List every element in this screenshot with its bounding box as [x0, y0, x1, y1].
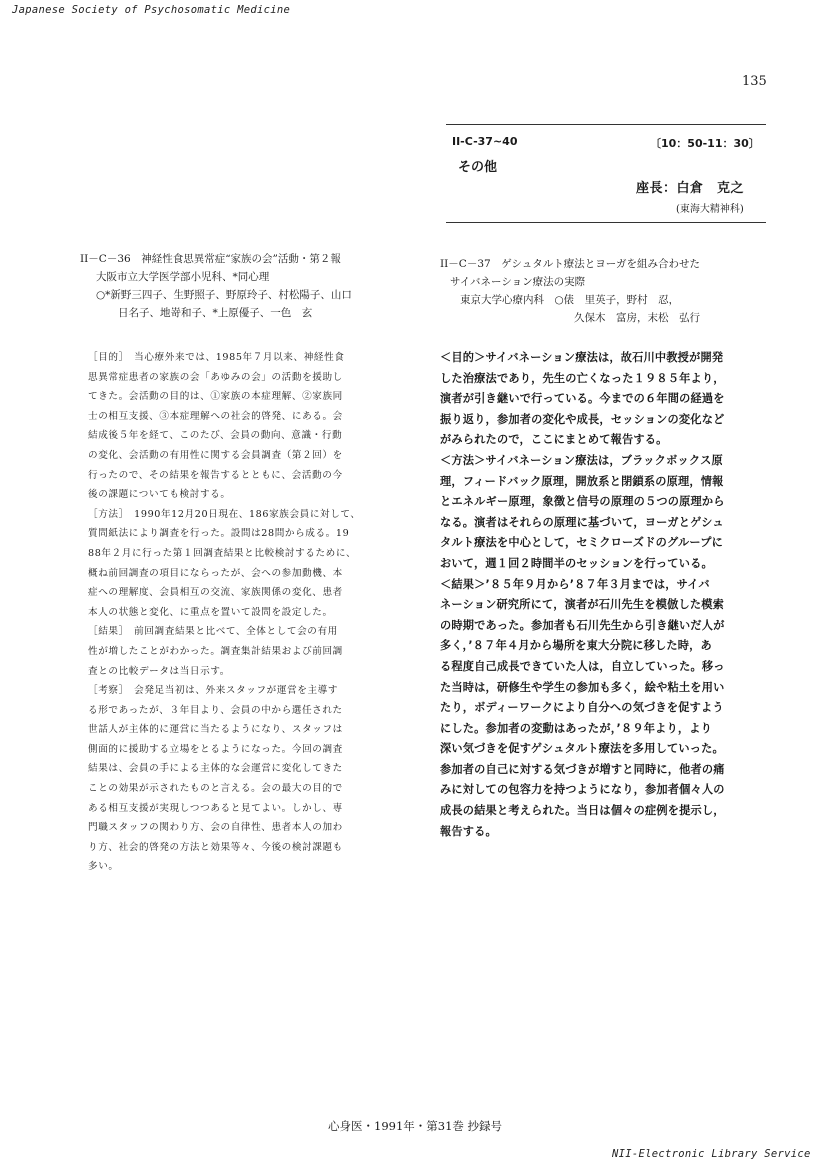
text-line: の時期であった。参加者も石川先生から引き継いだ人が: [440, 618, 725, 632]
text-line: 行ったので、その結果を報告するとともに、会活動の今: [88, 469, 343, 481]
text-line: 後の課題についても検討する。: [88, 489, 231, 501]
text-line: 思異常症患者の家族の会「あゆみの会」の活動を援助し: [88, 371, 343, 383]
text-line: ネーション研究所にて，演者が石川先生を模倣した模索: [440, 598, 725, 612]
text-line: 側面的に援助する立場をとるようになった。今回の調査: [88, 743, 343, 755]
text-line: ＜結果＞’８５年９月から’８７年３月までは，サイバ: [440, 577, 710, 591]
text-line: た当時は，研修生や学生の参加も多く，絵や粘土を用い: [440, 680, 725, 694]
text-line: 査との比較データは当日示す。: [88, 665, 230, 677]
text-line: ［結果］ 前回調査結果と比べて、全体として会の有用: [88, 626, 338, 638]
text-line: した治療法であり，先生の亡くなった１９８５年より，: [440, 371, 725, 385]
text-line: ［方法］ 1990年12月20日現在、186家族会員に対して、: [88, 508, 361, 520]
session-bottom-rule: [446, 222, 766, 223]
session-chair: 座長：白倉 克之: [636, 181, 745, 196]
page-number: 135: [742, 74, 767, 89]
right-abstract-authors: 東京大学心療内科 ○俵 里英子，野村 忍，: [460, 294, 680, 306]
text-line: 症への理解度、会員相互の交流、家族関係の変化、患者: [88, 587, 343, 599]
text-line: てきた。会活動の目的は、①家族の本症理解、②家族同: [88, 391, 343, 403]
text-line: みに対しての包容力を持つようになり，参加者個々人の: [440, 783, 725, 797]
journal-footer: 心身医・1991年・第31巻 抄録号: [328, 1119, 503, 1133]
session-code: II-C-37~40: [452, 135, 518, 148]
session-time: 〔10：50-11：30〕: [650, 137, 760, 150]
text-line: にした。参加者の変動はあったが，’８９年より，より: [440, 721, 713, 735]
text-line: ＜目的＞サイバネーション療法は，故石川中教授が開発: [440, 351, 724, 364]
session-chair-affiliation: (東海大精神科): [676, 204, 744, 215]
text-line: 多く，’８７年４月から場所を東大分院に移した時，あ: [440, 639, 712, 653]
right-abstract-authors-cont: 久保木 富房，末松 弘行: [574, 312, 700, 324]
left-abstract-affiliation: 大阪市立大学医学部小児科、*同心理: [96, 271, 270, 283]
text-line: 世話人が主体的に運営に当たるようになり、スタッフは: [88, 724, 343, 736]
text-line: タルト療法を中心として，セミクローズドのグループに: [440, 536, 724, 550]
text-line: る程度自己成長できていた人は，自立していった。移っ: [440, 659, 725, 673]
text-line: 士の相互支援、③本症理解への社会的啓発、にある。会: [88, 410, 343, 422]
text-line: 多い。: [88, 861, 119, 873]
text-line: がみられたので，ここにまとめて報告する。: [440, 433, 668, 447]
text-line: の変化、会活動の有用性に関する会員調査（第２回）を: [88, 449, 343, 461]
text-line: ［考察］ 会発足当初は、外来スタッフが運営を主導す: [88, 685, 339, 697]
left-abstract-authors: ○*新野三四子、生野照子、野原玲子、村松陽子、山口: [96, 289, 352, 301]
left-abstract-body: [88, 348, 413, 877]
text-line: 成長の結果と考えられた。当日は個々の症例を提示し，: [440, 804, 725, 818]
society-name: Japanese Society of Psychosomatic Medicine: [12, 4, 291, 16]
text-line: 質問紙法により調査を行った。設問は28問から成る。19: [88, 528, 350, 540]
right-abstract-header: [440, 255, 780, 327]
text-line: 性が増したことがわかった。調査集計結果および前回調: [88, 645, 343, 657]
text-line: る形であったが、３年目より、会員の中から選任された: [88, 704, 343, 716]
service-footer: NII-Electronic Library Service: [612, 1148, 811, 1160]
right-abstract-title: II－C－37 ゲシュタルト療法とヨーガを組み合わせた: [440, 258, 701, 270]
text-line: 結成後５年を経て、このたび、会員の動向、意識・行動: [88, 430, 343, 442]
text-line: ［目的］ 当心療外来では、1985年７月以来、神経性食: [88, 352, 345, 363]
text-line: 報告する。: [440, 824, 497, 838]
text-line: 本人の状態と変化、に重点を置いて設問を設定した。: [88, 606, 333, 618]
left-abstract-title: II－C－36 神経性食思異常症“家族の会”活動・第２報: [80, 253, 341, 265]
text-line: ＜方法＞サイバネーション療法は，ブラックボックス原: [440, 453, 723, 467]
right-abstract-body: [440, 348, 785, 842]
text-line: 概ね前回調査の項目にならったが、会への参加動機、本: [88, 567, 343, 579]
left-abstract-header: [80, 250, 420, 322]
text-line: 88年２月に行った第１回調査結果と比較検討するために、: [88, 547, 357, 559]
text-line: 門職スタッフの関わり方、会の自律性、患者本人の加わ: [88, 822, 343, 834]
text-line: なる。演者はそれらの原理に基づいて，ヨーガとゲシュ: [440, 515, 724, 529]
text-line: ある相互支援が実現しつつあると見てよい。しかし、専: [88, 802, 343, 814]
text-line: 理，フィードバック原理，開放系と閉鎖系の原理，情報: [440, 474, 724, 488]
session-title: その他: [458, 160, 498, 175]
text-line: 結果は、会員の手による主体的な会運営に変化してきた: [88, 763, 343, 775]
text-line: 振り返り，参加者の変化や成長，セッションの変化など: [440, 412, 725, 426]
text-line: 演者が引き継いで行っている。今までの６年間の経過を: [440, 392, 725, 406]
text-line: 参加者の自己に対する気づきが増すと同時に，他者の痛: [440, 762, 725, 776]
session-top-rule: [446, 124, 766, 125]
text-line: 深い気づきを促すゲシュタルト療法を多用していった。: [440, 742, 724, 756]
text-line: たり，ボディーワークにより自分への気づきを促すよう: [440, 701, 724, 715]
text-line: おいて，週１回２時間半のセッションを行っている。: [440, 556, 713, 570]
text-line: とエネルギー原理，象徴と信号の原理の５つの原理から: [440, 495, 725, 509]
text-line: ことの効果が示されたものと言える。会の最大の目的で: [88, 783, 343, 795]
text-line: り方、社会的啓発の方法と効果等々、今後の検討課題も: [88, 841, 343, 853]
left-abstract-authors-cont: 日名子、地嵜和子、*上原優子、一色 玄: [118, 307, 313, 319]
right-abstract-title-cont: サイバネーション療法の実際: [450, 276, 586, 288]
